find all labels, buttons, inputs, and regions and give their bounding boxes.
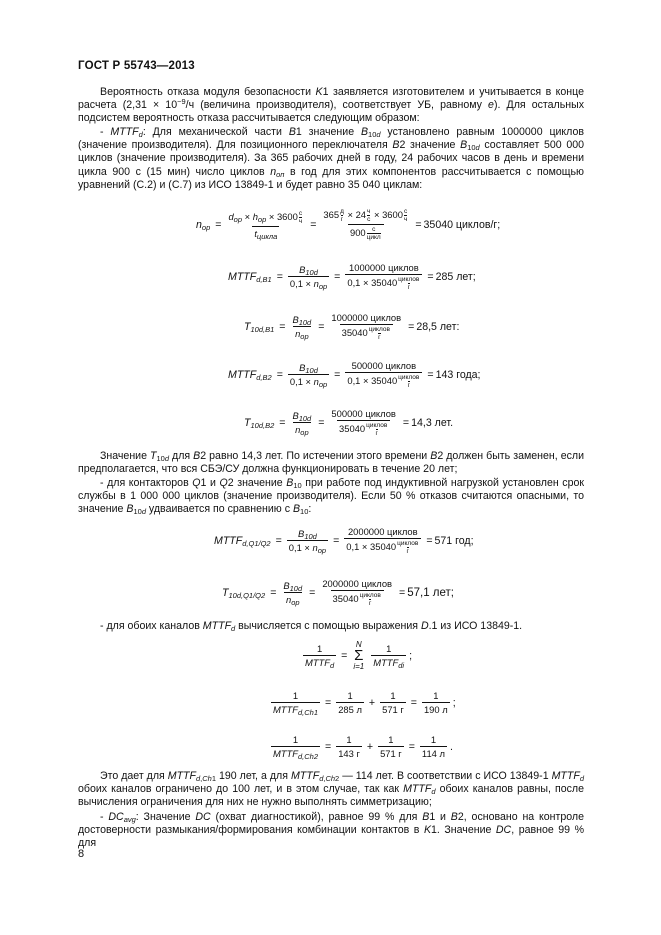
equation-ch1: $\frac{1}{MTTF_{d,Ch1}}$ = $\frac{1}{285 л}$ + $\frac{1}{571 г}$ = $\frac{1}{190 л}$ ;: [273, 690, 456, 717]
equation-t10-q: $T_{10d,Q1/Q2}$ = $\frac{B_{10d}}{n_{op}}$ = 2000000 циклов 35040 циклов г = 57,1 лет;: [222, 578, 454, 607]
equation-mttf-q: $MTTF_{d,Q1/Q2}$ = $\frac{B_{10d}}{0,1 \times n_{op}}$ = 2000000 циклов 0,1 × 35040 циклов г = 571 год;: [214, 526, 474, 555]
equation-ch2: $\frac{1}{MTTF_{d,Ch2}}$ = $\frac{1}{143 г}$ + $\frac{1}{571 г}$ = $\frac{1}{114 л}$ .: [273, 734, 453, 761]
page-header: ГОСТ Р 55743—2013: [78, 60, 195, 72]
page-number: 8: [78, 848, 85, 860]
paragraph-contactors: - для контакторов Q1 и Q2 значение $B_{10}$ при работе под индуктивной нагрузкой установлен срок службы в 1 000 000 циклов (значение производителя). Если 50 % отказов считаются опасными, то значение $B_{10d}$ удваивается по сравнению с $B_{10}$:: [78, 477, 584, 517]
equation-t10-b1: $T_{10d,B1}$ = $\frac{B_{10d}}{n_{op}}$ = 1000000 циклов 35040 циклов г = 28,5 лет:: [244, 312, 460, 341]
paragraph-t10-b2: Значение $T_{10d}$ для B2 равно 14,3 лет. По истечении этого времени B2 должен быть заменен, если предполагается, что вся СБЭ/СУ должна функционировать в течение 20 лет;: [78, 450, 584, 476]
paragraph-mttfd: - $MTTF_d$: Для механической части B1 значение $B_{10d}$ установлено равным 1000000 циклов (значение производителя). Для позиционного переключателя B2 значение $B_{10d}$ составляет 500 000 циклов (значение производителя). За 365 рабочих дней в году, 24 рабочих часов в день и времени цикла 900 с (15 мин) число циклов $n_{оп}$ в год для этих компонентов рассчитывается с помощью уравнений (С.2) и (С.7) из ИСО 13849-1 и будет равно 35 040 циклам:: [78, 126, 585, 191]
paragraph-result: Это дает для $MTTF_{d,Ch1}$ 190 лет, а для $MTTF_{d,Ch2}$ — 114 лет. В соответствии с ИСО 13849-1 $MTTF_d$ обоих каналов ограничено до 100 лет, и в этом случае, так как $MTTF_d$ обоих каналов равны, после вычисления ограничения для них не нужно выполнять симметризацию;: [78, 770, 585, 809]
equation-mttf-b2: $MTTF_{d,B2}$ = $\frac{B_{10d}}{0,1 \times n_{op}}$ = 500000 циклов 0,1 × 35040 циклов г = 143 года;: [228, 360, 481, 389]
equation-mttf-b1: $MTTF_{d,B1}$ = $\frac{B_{10d}}{0,1 \times n_{op}}$ = 1000000 циклов 0,1 × 35040 циклов г = 285 лет;: [228, 262, 476, 291]
equation-sum: $\frac{1}{MTTF_d}$ = N Σ i=1 $\frac{1}{MTTF_{di}}$ ;: [305, 640, 413, 671]
equation-t10-b2: $T_{10d,B2}$ = $\frac{B_{10d}}{n_{op}}$ = 500000 циклов 35040 циклов г = 14,3 лет.: [244, 408, 454, 437]
paragraph-both-channels: - для обоих каналов $MTTF_d$ вычисляется с помощью выражения D.1 из ИСО 13849-1.: [100, 620, 523, 633]
equation-nop: $n_{op}$ = $d_{op} \times h_{op} \times 3600$ с ч $t_{цикла}$ = 365 д г × 24 ч с × 3600 с ч 900 с цикл = 35040 циклов/г;: [196, 208, 501, 241]
paragraph-dcavg: - $DC_{avg}$: Значение DC (охват диагностикой), равное 99 % для B1 и B2, основано на контроле достоверности размыкания/формирования комбинации контактов в K1. Значение DC, равное 99 % для: [78, 811, 585, 850]
paragraph-intro: Вероятность отказа модуля безопасности K1 заявляется изготовителем и учитывается в конце расчета ($2,31 \times 10^{-9}/ч$ (величина производителя), соответствует УБ, равному e). Для остальных подсистем вероятность отказа рассчитывается следующим образом:: [78, 86, 584, 125]
